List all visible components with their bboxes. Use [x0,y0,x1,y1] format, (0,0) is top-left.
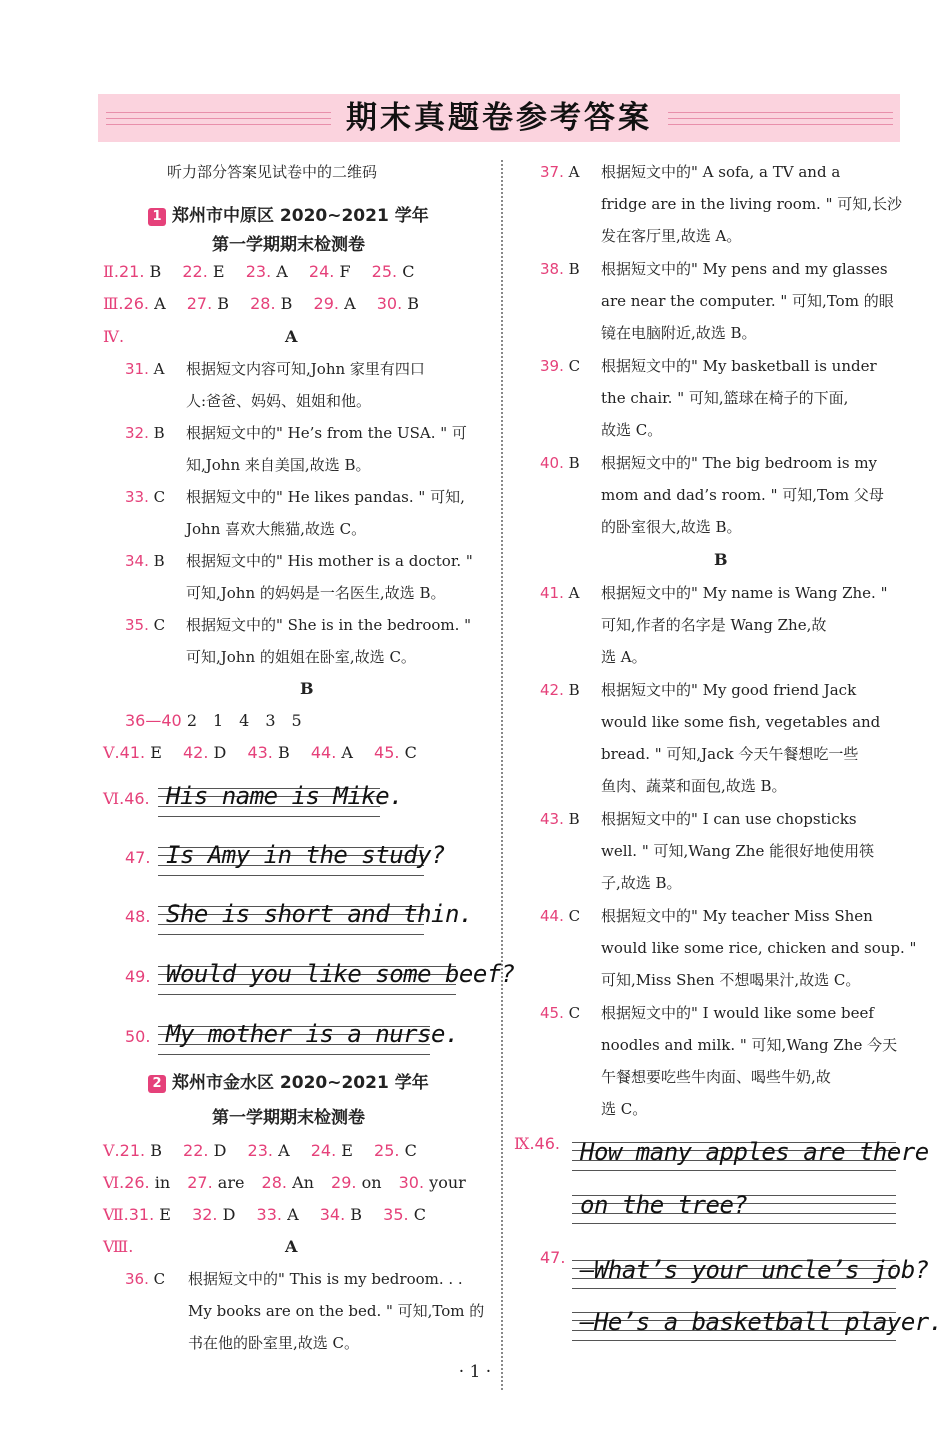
explanation-line: 可知,John 的姐姐在卧室,故选 C。 [186,648,416,666]
explanation-line: 根据短文中的" My basketball is under [601,357,877,375]
explanation-line: 根据短文中的" He likes pandas. " 可知, [186,488,465,506]
exam2-badge: 2 [148,1075,166,1093]
explanation-line: 人:爸爸、妈妈、姐姐和他。 [186,392,372,410]
part-b-label: B [300,679,314,698]
explanation-line: 根据短文中的" I can use chopsticks [601,810,857,828]
handwriting-text: —He’s a basketball player. [580,1308,943,1336]
exam2-section-6-answers: Ⅵ.26. in 27. are 28. An 29. on 30. your [103,1173,466,1192]
handwriting-text: How many apples are there [580,1138,929,1166]
explanation-line: 鱼肉、蔬菜和面包,故选 B。 [601,777,787,795]
answer-36-40: 36—40 2 1 4 3 5 [125,711,302,730]
handwriting-ix-47-line2 [572,1306,943,1346]
explanation-line: 根据短文中的" This is my bedroom. . . [188,1270,463,1288]
answer-35: 35. C [125,616,166,634]
exam2-part-a-label: A [285,1237,298,1256]
exam2-section-5-answers: Ⅴ.21. B 22. D 23. A 24. E 25. C [103,1141,417,1160]
right-part-b-label: B [714,550,728,569]
handwriting-ix-46-line1 [572,1136,929,1176]
handwriting-text: She is short and thin. [166,900,473,928]
handwriting-48 [158,898,473,938]
answer-45: 45. C [540,1004,581,1022]
explanation-line: fridge are in the living room. " 可知,长沙 [601,195,903,213]
answer-40: 40. B [540,454,580,472]
exam2-answer-36: 36. C [125,1270,166,1288]
explanation-line: 根据短文中的" My teacher Miss Shen [601,907,873,925]
section-4-label: Ⅳ. [103,327,125,346]
explanation-line: would like some fish, vegetables and [601,713,881,731]
explanation-line: 根据短文中的" He’s from the USA. " 可 [186,424,467,442]
explanation-line: 根据短文中的" A sofa, a TV and a [601,163,841,181]
explanation-line: 发在客厅里,故选 A。 [601,227,742,245]
explanation-line: 根据短文中的" My good friend Jack [601,681,857,699]
handwriting-50 [158,1018,459,1058]
handwriting-49 [158,958,515,998]
listening-note: 听力部分答案见试卷中的二维码 [167,163,378,181]
hw-ix-47-number: 47. [540,1248,566,1267]
explanation-line: 子,故选 B。 [601,874,682,892]
explanation-line: 书在他的卧室里,故选 C。 [188,1334,360,1352]
explanation-line: are near the computer. " 可知,Tom 的眼 [601,292,894,310]
answer-32: 32. B [125,424,165,442]
answer-33: 33. C [125,488,166,506]
explanation-line: 选 A。 [601,648,647,666]
explanation-line: would like some rice, chicken and soup. " [601,939,917,957]
explanation-line: John 喜欢大熊猫,故选 C。 [186,520,367,538]
explanation-line: bread. " 可知,Jack 今天午餐想吃一些 [601,745,859,763]
handwriting-text: —What’s your uncle’s job? [580,1256,929,1284]
explanation-line: 根据短文中的" I would like some beef [601,1004,874,1022]
column-divider [501,160,503,1390]
answer-38: 38. B [540,260,580,278]
explanation-line: noodles and milk. " 可知,Wang Zhe 今天 [601,1036,898,1054]
hw-ix-46-number: Ⅸ.46. [514,1134,560,1153]
explanation-line: 故选 C。 [601,421,663,439]
exam2-subtitle: 第一学期期末检测卷 [212,1108,365,1128]
explanation-line: 根据短文内容可知,John 家里有四口 [186,360,425,378]
exam2-title: 2 郑州市金水区 2020~2021 学年 [148,1073,429,1093]
explanation-line: well. " 可知,Wang Zhe 能很好地使用筷 [601,842,875,860]
explanation-line: 根据短文中的" She is in the bedroom. " [186,616,472,634]
handwriting-ix-47-line1 [572,1254,929,1294]
handwriting-text: on the tree? [580,1191,748,1219]
answer-43: 43. B [540,810,580,828]
explanation-line: 午餐想要吃些牛肉面、喝些牛奶,故 [601,1068,831,1086]
answer-34: 34. B [125,552,165,570]
section-2-answers: Ⅱ.21. B 22. E 23. A 24. F 25. C [103,262,415,281]
explanation-line: 镜在电脑附近,故选 B。 [601,324,757,342]
explanation-line: 根据短文中的" His mother is a doctor. " [186,552,473,570]
hw-46-number: Ⅵ.46. [103,789,150,808]
hw-48-number: 48. [125,907,151,926]
exam1-badge: 1 [148,208,166,226]
hw-47-number: 47. [125,848,151,867]
handwriting-47 [158,839,445,879]
page-number: · 1 · [458,1362,492,1382]
handwriting-text: His name is Mike. [166,782,404,810]
page-title: 期末真题卷参考答案 [98,94,900,142]
exam2-section-7-answers: Ⅶ.31. E 32. D 33. A 34. B 35. C [103,1205,426,1224]
hw-50-number: 50. [125,1027,151,1046]
explanation-line: 根据短文中的" My pens and my glasses [601,260,888,278]
handwriting-text: Would you like some beef? [166,960,515,988]
explanation-line: 的卧室很大,故选 B。 [601,518,742,536]
answer-39: 39. C [540,357,581,375]
answer-44: 44. C [540,907,581,925]
hw-49-number: 49. [125,967,151,986]
handwriting-ix-46-line2 [572,1189,896,1229]
part-a-label: A [285,327,298,346]
explanation-line: 选 C。 [601,1100,648,1118]
explanation-line: 知,John 来自美国,故选 B。 [186,456,371,474]
answer-41: 41. A [540,584,580,602]
explanation-line: 可知,Miss Shen 不想喝果汁,故选 C。 [601,971,861,989]
section-5-answers: Ⅴ.41. E 42. D 43. B 44. A 45. C [103,743,417,762]
explanation-line: 根据短文中的" My name is Wang Zhe. " [601,584,888,602]
answer-31: 31. A [125,360,165,378]
handwriting-46 [158,780,404,820]
explanation-line: mom and dad’s room. " 可知,Tom 父母 [601,486,884,504]
title-banner [98,94,900,142]
exam1-subtitle: 第一学期期末检测卷 [212,235,365,255]
exam1-title: 1 郑州市中原区 2020~2021 学年 [148,206,429,226]
explanation-line: the chair. " 可知,篮球在椅子的下面, [601,389,849,407]
explanation-line: My books are on the bed. " 可知,Tom 的 [188,1302,485,1320]
exam2-section-8-label: Ⅷ. [103,1237,134,1256]
section-3-answers: Ⅲ.26. A 27. B 28. B 29. A 30. B [103,294,420,313]
answer-37: 37. A [540,163,580,181]
explanation-line: 根据短文中的" The big bedroom is my [601,454,878,472]
handwriting-text: Is Amy in the study? [166,841,445,869]
explanation-line: 可知,作者的名字是 Wang Zhe,故 [601,616,827,634]
handwriting-text: My mother is a nurse. [166,1020,459,1048]
explanation-line: 可知,John 的妈妈是一名医生,故选 B。 [186,584,446,602]
answer-42: 42. B [540,681,580,699]
